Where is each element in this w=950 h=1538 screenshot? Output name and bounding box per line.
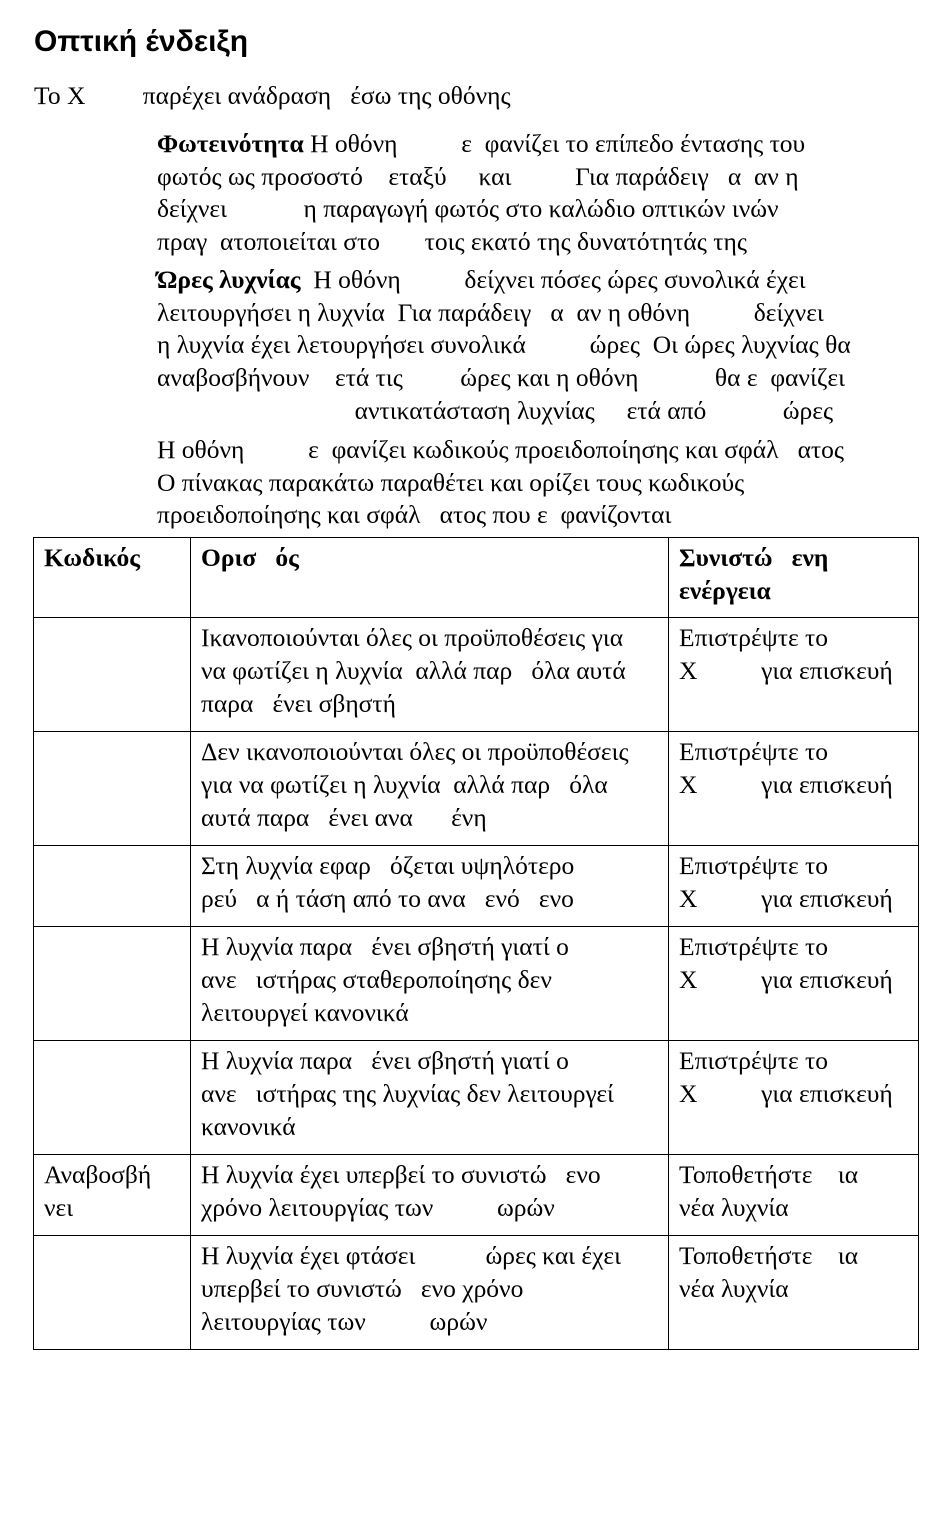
lamp-hours-paragraph	[157, 264, 917, 427]
table-row	[34, 927, 919, 1041]
lamp-hours-line: η λυχνία έχει λετουργήσει συνολικά ώρες Οι ώρες λυχνίας θα	[157, 330, 851, 360]
brightness-line: Φωτεινότητα Η οθόνη ε φανίζει το επίπεδο έντασης του	[157, 129, 806, 158]
codes-intro-line: Ο πίνακας παρακάτω παραθέτει και ορίζει τους κωδικούς	[157, 467, 745, 497]
table-header-row	[34, 538, 919, 618]
definition-cell: Δεν ικανοποιούνται όλες οι προϋποθέσεις για να φωτίζει η λυχνία αλλά παρ όλα αυτά παρα ένει ανα ένη	[191, 732, 669, 846]
intro-text: Το X παρέχει ανάδραση έσω της οθόνης	[34, 81, 511, 110]
brightness-line: φωτός ως προσοστό εταξύ και Για παράδειγ α αν η	[157, 161, 799, 191]
table-row	[34, 1155, 919, 1236]
error-codes-table	[33, 537, 919, 1350]
code-cell	[34, 846, 191, 927]
brightness-line: δείχνει η παραγωγή φωτός στο καλώδιο οπτικών ινών	[157, 194, 779, 224]
action-cell: Τοποθετήστε ια νέα λυχνία	[669, 1155, 919, 1236]
code-cell	[34, 618, 191, 732]
action-cell: Επιστρέψτε το X για επισκευή	[669, 927, 919, 1041]
lamp-hours-line: αναβοσβήνουν ετά τις ώρες και η οθόνη θα ε φανίζει	[157, 363, 845, 393]
header-definition: Ορισ ός	[191, 538, 669, 618]
table-row	[34, 1236, 919, 1350]
action-cell: Επιστρέψτε το X για επισκευή	[669, 732, 919, 846]
definition-cell: Στη λυχνία εφαρ όζεται υψηλότερο ρεύ α ή τάση από το ανα ενό ενο	[191, 846, 669, 927]
action-cell: Επιστρέψτε το X για επισκευή	[669, 1041, 919, 1155]
code-cell	[34, 927, 191, 1041]
definition-cell: Η λυχνία παρα ένει σβηστή γιατί ο ανε ιστήρας σταθεροποίησης δεν λειτουργεί κανονικά	[191, 927, 669, 1041]
code-cell: Αναβοσβή νει	[34, 1155, 191, 1236]
code-cell	[34, 1041, 191, 1155]
lamp-hours-line: λειτουργήσει η λυχνία Για παράδειγ α αν η οθόνη δείχνει	[157, 297, 824, 327]
section-heading: Οπτική ένδειξη	[34, 25, 249, 58]
lamp-hours-line: Ώρες λυχνίας Η οθόνη δείχνει πόσες ώρες συνολικά έχει	[157, 265, 806, 294]
header-code: Κωδικός	[34, 538, 191, 618]
codes-intro-paragraph	[157, 434, 917, 532]
action-cell: Επιστρέψτε το X για επισκευή	[669, 846, 919, 927]
action-cell: Τοποθετήστε ια νέα λυχνία	[669, 1236, 919, 1350]
brightness-line: πραγ ατοποιείται στο τοις εκατό της δυνατότητάς της	[157, 227, 747, 257]
action-cell: Επιστρέψτε το X για επισκευή	[669, 618, 919, 732]
definition-cell: Η λυχνία έχει υπερβεί το συνιστώ ενο χρόνο λειτουργίας των ωρών	[191, 1155, 669, 1236]
definition-cell: Η λυχνία έχει φτάσει ώρες και έχει υπερβεί το συνιστώ ενο χρόνο λειτουργίας των ωρών	[191, 1236, 669, 1350]
brightness-paragraph	[157, 128, 917, 259]
table-row	[34, 846, 919, 927]
table-row	[34, 732, 919, 846]
lamp-hours-line: αντικατάσταση λυχνίας ετά από ώρες	[157, 395, 834, 425]
header-action: Συνιστώ ενη ενέργεια	[669, 538, 919, 618]
codes-intro-line: προειδοποίησης και σφάλ ατος που ε φανίζονται	[157, 500, 672, 530]
brightness-label: Φωτεινότητα	[157, 129, 304, 158]
definition-cell: Ικανοποιούνται όλες οι προϋποθέσεις για να φωτίζει η λυχνία αλλά παρ όλα αυτά παρα ένει σβηστή	[191, 618, 669, 732]
table-row	[34, 618, 919, 732]
code-cell	[34, 1236, 191, 1350]
definition-cell: Η λυχνία παρα ένει σβηστή γιατί ο ανε ιστήρας της λυχνίας δεν λειτουργεί κανονικά	[191, 1041, 669, 1155]
lamp-hours-label: Ώρες λυχνίας	[157, 265, 301, 294]
codes-intro-line: Η οθόνη ε φανίζει κωδικούς προειδοποίησης και σφάλ ατος	[157, 435, 845, 464]
table-row	[34, 1041, 919, 1155]
code-cell	[34, 732, 191, 846]
